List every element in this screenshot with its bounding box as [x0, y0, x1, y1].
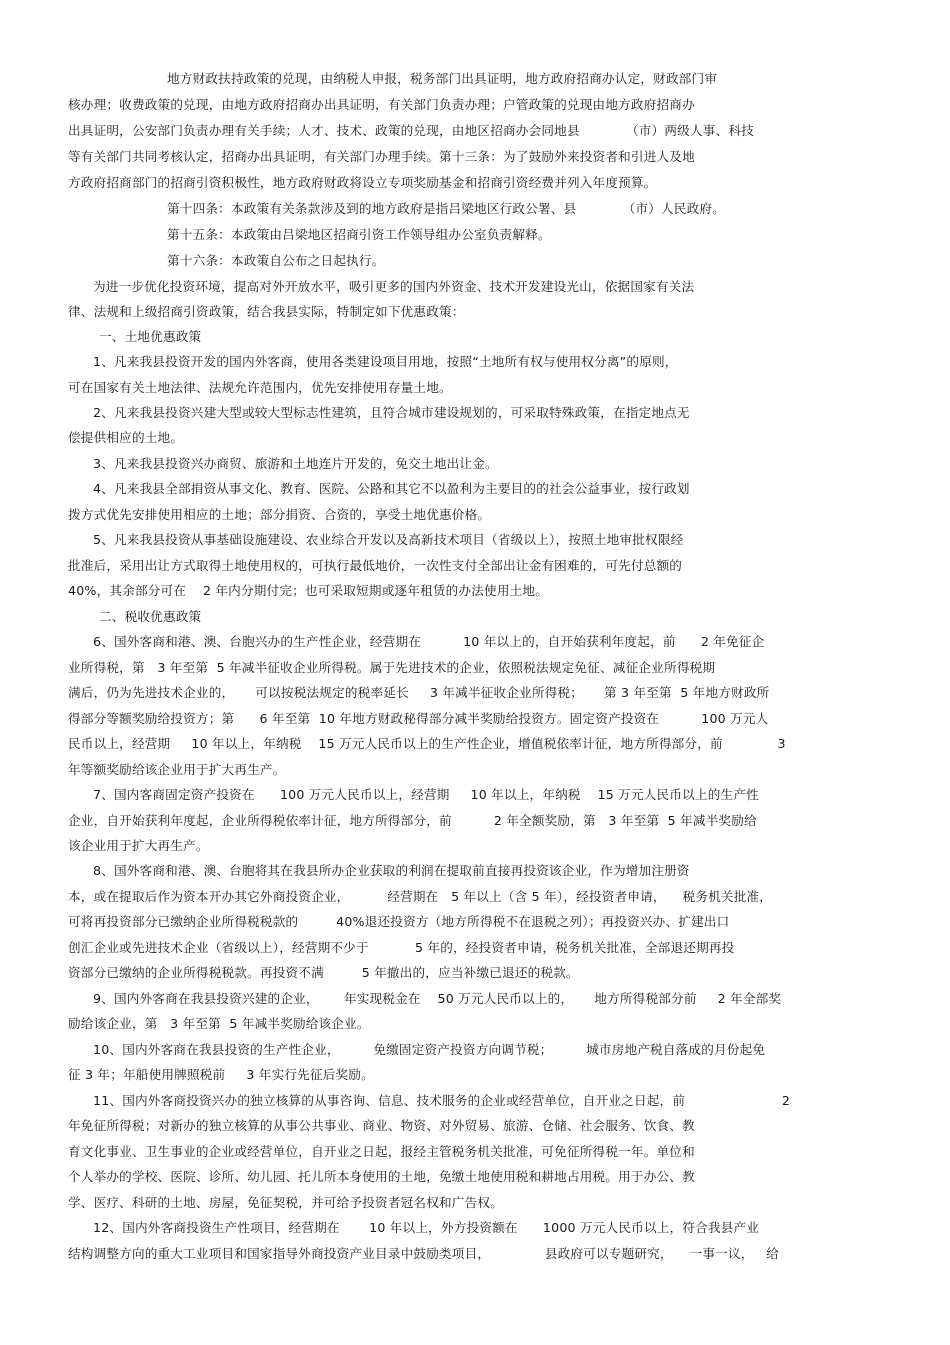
section-heading: 二、税收优惠政策	[99, 609, 202, 624]
text-line: 10、国内外客商在我县投资的生产性企业， 免缴固定资产投资方向调节税； 城市房地产税自落成的月份起免	[93, 1042, 766, 1057]
text-line: 方政府招商部门的招商引资积极性，地方政府财政将设立专项奖励基金和招商引资经费并列入年度预算。	[68, 175, 657, 190]
text-line: 该企业用于扩大再生产。	[68, 838, 209, 853]
text-line: 出具证明，公安部门负责办理有关手续；人才、技术、政策的兑现，由地区招商办会同地县 （市）两级人事、科技	[68, 123, 754, 138]
text-line: 本，或在提取后作为资本开办其它外商投资企业， 经营期在 5 年以上（含 5 年），经投资者申请， 税务机关批准，	[68, 889, 773, 904]
text-line: 律、法规和上级招商引资政策，结合我县实际，特制定如下优惠政策：	[68, 304, 465, 319]
text-line: 为进一步优化投资环境，提高对外开放水平，吸引更多的国内外资金、技术开发建设光山，依据国家有关法	[93, 279, 695, 294]
text-line: 9、国内外客商在我县投资兴建的企业， 年实现税金在 50 万元人民币以上的， 地方所得税部分前 2 年全部奖	[93, 991, 782, 1006]
text-line: 结构调整方向的重大工业项目和国家指导外商投资产业目录中鼓励类项目， 县政府可以专题研究， 一事一议， 给	[68, 1246, 779, 1261]
text-line: 拨方式优先安排使用相应的土地；部分捐资、合资的，享受土地优惠价格。	[68, 507, 491, 522]
text-line: 40%，其余部分可在 2 年内分期付完；也可采取短期或逐年租赁的办法使用土地。	[68, 583, 549, 598]
text-line: 育文化事业、卫生事业的企业或经营单位，自开业之日起，报经主管税务机关批准，可免征所得税一年。单位和	[68, 1144, 695, 1159]
text-line: 可在国家有关土地法律、法规允许范围内，优先安排使用存量土地。	[68, 380, 452, 395]
text-line: 地方财政扶持政策的兑现，由纳税人申报，税务部门出具证明，地方政府招商办认定，财政部门审	[167, 71, 718, 86]
text-line: 批准后，采用出让方式取得土地使用权的，可执行最低地价，一次性支付全部出让金有困难的，可先付总额的	[68, 558, 683, 573]
text-line: 6、国外客商和港、澳、台胞兴办的生产性企业，经营期在 10 年以上的，自开始获利年度起，前 2 年免征企	[93, 634, 765, 649]
text-line: 民币以上，经营期 10 年以上，年纳税 15 万元人民币以上的生产性企业，增值税依率计征，地方所得部分，前 3	[68, 736, 786, 751]
text-line: 3、凡来我县投资兴办商贸、旅游和土地连片开发的，免交土地出让金。	[93, 456, 498, 471]
text-line: 第十四条：本政策有关条款涉及到的地方政府是指吕梁地区行政公署、县 （市）人民政府。	[167, 201, 725, 216]
text-line: 7、国内客商固定资产投资在 100 万元人民币以上，经营期 10 年以上，年纳税 15 万元人民币以上的生产性	[93, 787, 759, 802]
text-line: 5、凡来我县投资从事基础设施建设、农业综合开发以及高新技术项目（省级以上），按照土地审批权限经	[93, 532, 684, 547]
text-line: 4、凡来我县全部捐资从事文化、教育、医院、公路和其它不以盈利为主要目的的社会公益事业，按行政划	[93, 481, 690, 496]
text-line: 2、凡来我县投资兴建大型或较大型标志性建筑，且符合城市建设规划的，可采取特殊政策，在指定地点无	[93, 405, 690, 420]
text-line: 第十六条：本政策自公布之日起执行。	[167, 253, 385, 268]
text-line: 征 3 年；年船使用牌照税前 3 年实行先征后奖励。	[68, 1067, 374, 1082]
text-line: 年免征所得税；对新办的独立核算的从事公共事业、商业、物资、对外贸易、旅游、仓储、社会服务、饮食、教	[68, 1118, 695, 1133]
text-line: 满后，仍为先进技术企业的， 可以按税法规定的税率延长 3 年减半征收企业所得税； 第 3 年至第 5 年地方财政所	[68, 685, 770, 700]
text-line: 可将再投资部分已缴纳企业所得税税款的 40%退还投资方（地方所得税不在退税之列）；再投资兴办、扩建出口	[68, 914, 730, 929]
section-heading: 一、土地优惠政策	[99, 329, 202, 344]
text-line: 学、医疗、科研的土地、房屋，免征契税，并可给予投资者冠名权和广告权。	[68, 1195, 503, 1210]
text-line: 业所得税，第 3 年至第 5 年减半征收企业所得税。属于先进技术的企业，依照税法规定免征、减征企业所得税期	[68, 660, 716, 675]
text-line: 年等额奖励给该企业用于扩大再生产。	[68, 762, 286, 777]
text-line: 核办理；收费政策的兑现，由地方政府招商办出具证明，有关部门负责办理；户管政策的兑现由地方政府招商办	[68, 97, 695, 112]
text-line: 1、凡来我县投资开发的国内外客商，使用各类建设项目用地，按照“土地所有权与使用权分离”的原则，	[93, 354, 678, 369]
text-line: 励给该企业，第 3 年至第 5 年减半奖励给该企业。	[68, 1016, 370, 1031]
text-line: 第十五条：本政策由吕梁地区招商引资工作领导组办公室负责解释。	[167, 227, 551, 242]
text-line: 企业，自开始获利年度起，企业所得税依率计征，地方所得部分，前 2 年全额奖励，第 3 年至第 5 年减半奖励给	[68, 813, 757, 828]
text-line: 8、国外客商和港、澳、台胞将其在我县所办企业获取的利润在提取前直接再投资该企业，作为增加注册资	[93, 863, 690, 878]
text-line: 12、国内外客商投资生产性项目，经营期在 10 年以上，外方投资额在 1000 万元人民币以上，符合我县产业	[93, 1220, 760, 1235]
text-line: 创汇企业或先进技术企业（省级以上），经营期不少于 5 年的，经投资者申请，税务机关批准，全部退还期再投	[68, 940, 735, 955]
text-line: 资部分已缴纳的企业所得税税款。再投资不满 5 年撤出的，应当补缴已退还的税款。	[68, 965, 579, 980]
text-line: 个人举办的学校、医院、诊所、幼儿园、托儿所本身使用的土地，免缴土地使用税和耕地占用税。用于办公、教	[68, 1169, 695, 1184]
text-line: 11、国内外客商投资兴办的独立核算的从事咨询、信息、技术服务的企业或经营单位，自开业之日起，前 2	[93, 1093, 791, 1108]
text-line: 偿提供相应的土地。	[68, 430, 184, 445]
text-line: 得部分等额奖励给投资方；第 6 年至第 10 年地方财政秘得部分减半奖励给投资方。固定资产投资在 100 万元人	[68, 711, 769, 726]
text-line: 等有关部门共同考核认定，招商办出具证明，有关部门办理手续。第十三条：为了鼓励外来投资者和引进人及地	[68, 149, 695, 164]
